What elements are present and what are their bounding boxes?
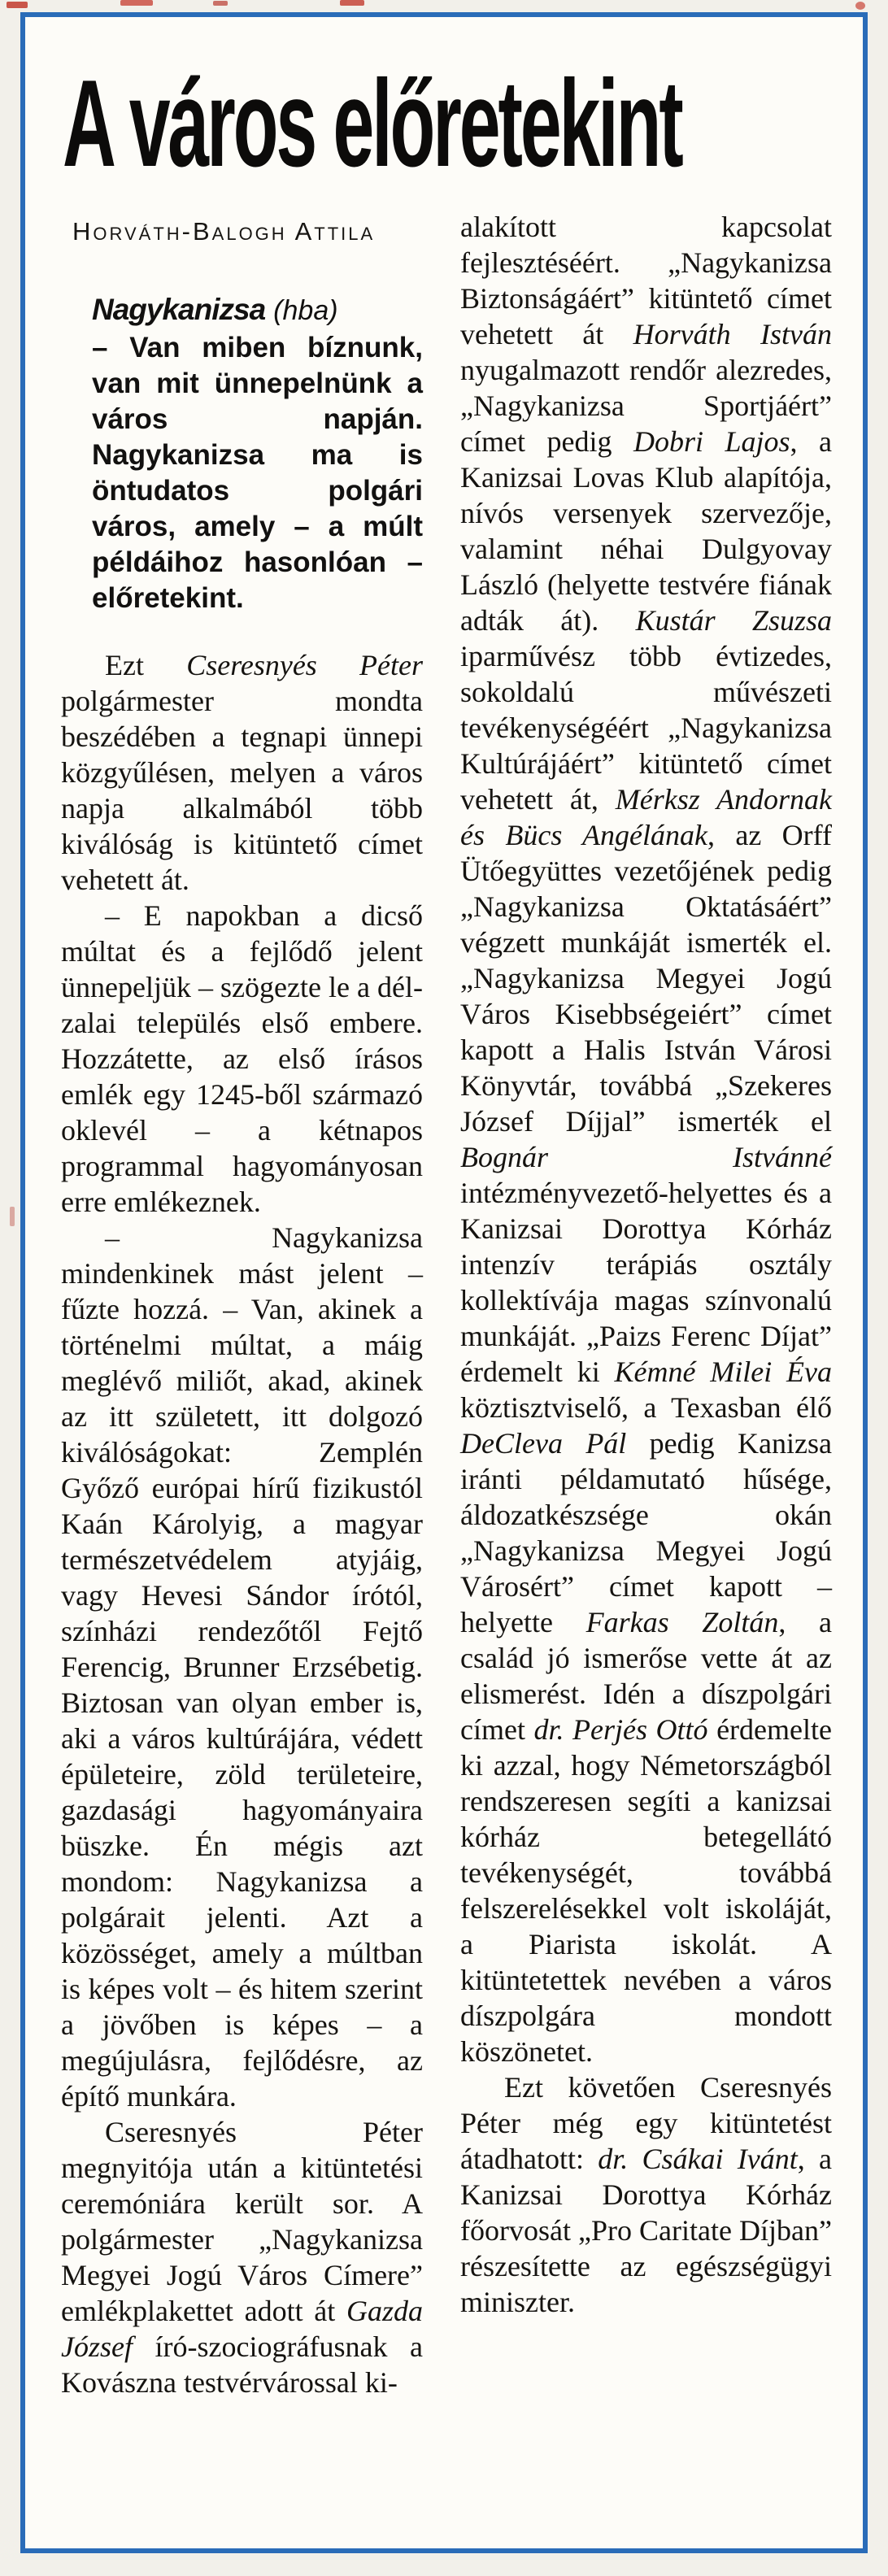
scan-artifact	[855, 2, 865, 10]
left-column	[61, 209, 423, 2400]
paragraph: – Nagykanizsa mindenkinek mást jelent – fűzte hozzá. – Van, akinek a történelmi múltat, a máig meglévő miliőt, akad, akinek az itt született, itt dolgozó kiválóságokat: Zemplén Győző európai hírű fizikustól Kaán Károlyig, a magyar természetvédelem atyjáig, vagy Hevesi Sándor írótól, színházi rendezőtől Fejtő Ferencig, Brunner Erzsébetig. Biztosan van olyan ember is, aki a város kultúrájára, védett épületeire, zöld területeire, gazdasági hagyományaira büszke. Én mégis azt mondom: Nagykanizsa a polgárait jelenti. Azt a közösséget, amely a múltban is képes volt – és hitem szerint a jövőben is képes – a megújulásra, fejlődésre, az építő munkára.	[61, 1221, 423, 2113]
scan-artifact	[340, 0, 364, 6]
article-frame	[20, 12, 868, 2553]
right-column	[460, 209, 832, 2320]
left-column-body	[61, 647, 423, 2400]
byline: Horváth-Balogh Attila	[72, 217, 376, 246]
lede-head	[92, 292, 423, 329]
article-title: A város előretekint	[63, 54, 681, 193]
right-column-body	[460, 209, 832, 2320]
lede-location: Nagykanizsa	[92, 293, 266, 326]
scan-artifact	[120, 0, 153, 6]
paragraph: – E napokban a dicső múltat és a fejlődő jelent ünnepeljük – szögezte le a dél-zalai település első embere. Hozzátette, az első írásos emlék egy 1245-ből származó oklevél – a kétnapos programmal hagyományosan erre emlékeznek.	[61, 899, 423, 1218]
paragraph: alakított kapcsolat fejlesztéséért. „Nagykanizsa Biztonságáért” kitüntető címet vehetett át Horváth István nyugalmazott rendőr alezredes, „Nagykanizsa Sportjáért” címet pedig Dobri Lajos, a Kanizsai Lovas Klub alapítója, nívós versenyek szervezője, valamint néhai Dulgyovay László (helyette testvére fiának adták át). Kustár Zsuzsa iparművész több évtizedes, sokoldalú művészeti tevékenységéért „Nagykanizsa Kultúrájáért” kitüntető címet vehetett át, Mérksz Andornak és Bücs Angélának, az Orff Ütőegyüttes vezetőjének pedig „Nagykanizsa Oktatásáért” végzett munkáját ismerték el. „Nagykanizsa Megyei Jogú Város Kisebbségeiért” címet kapott a Halis István Városi Könyvtár, továbbá „Szekeres József Díjjal” ismerték el Bognár Istvánné intézményvezető-helyettes és a Kanizsai Dorottya Kórház intenzív terápiás osztály kollektívája magas színvonalú munkáját. „Paizs Ferenc Díjat” érdemelt ki Kémné Milei Éva köztisztviselő, a Texasban élő DeCleva Pál pedig Kanizsa iránti példamutató hűsége, áldozatkészsége okán „Nagykanizsa Megyei Jogú Városért” címet kapott – helyette Farkas Zoltán, a család jó ismerőse vette át az elismerést. Idén a díszpolgári címet dr. Perjés Ottó érdemelte ki azzal, hogy Németországból rendszeresen segíti a kanizsai kórház betegellátó tevékenységét, továbbá felszerelésekkel volt iskoláját, a Piarista iskolát. A kitüntetettek nevében a város díszpolgára mondott köszönetet.	[460, 211, 833, 2068]
paragraph: Cseresnyés Péter megnyitója után a kitüntetési ceremóniára került sor. A polgármester „Nagykanizsa Megyei Jogú Város Címere” emlékplakettet adott át Gazda József író-szociográfusnak a Kovászna testvérvárossal ki-	[61, 2116, 423, 2399]
article-columns	[25, 188, 863, 2400]
paragraph: Ezt Cseresnyés Péter polgármester mondta beszédében a tegnapi ünnepi közgyűlésen, melyen a város napja alkalmából több kiválóság is kitüntető címet vehetett át.	[61, 649, 423, 896]
lede-credit: (hba)	[273, 295, 338, 326]
lede	[92, 292, 423, 616]
scan-artifact	[10, 1207, 15, 1226]
scan-artifact	[213, 1, 228, 6]
paragraph: Ezt követően Cseresnyés Péter még egy kitüntetést átadhatott: dr. Csákai Ivánt, a Kanizsai Dorottya Kórház főorvosát „Pro Caritate Díjban” részesítette az egészségügyi miniszter.	[460, 2071, 832, 2318]
lede-text: – Van miben bíznunk, van mit ünnepelnünk a város napján. Nagykanizsa ma is öntudatos polgári város, amely – a múlt példáihoz hasonlóan – előretekint.	[92, 332, 423, 614]
scan-artifact	[7, 2, 28, 8]
